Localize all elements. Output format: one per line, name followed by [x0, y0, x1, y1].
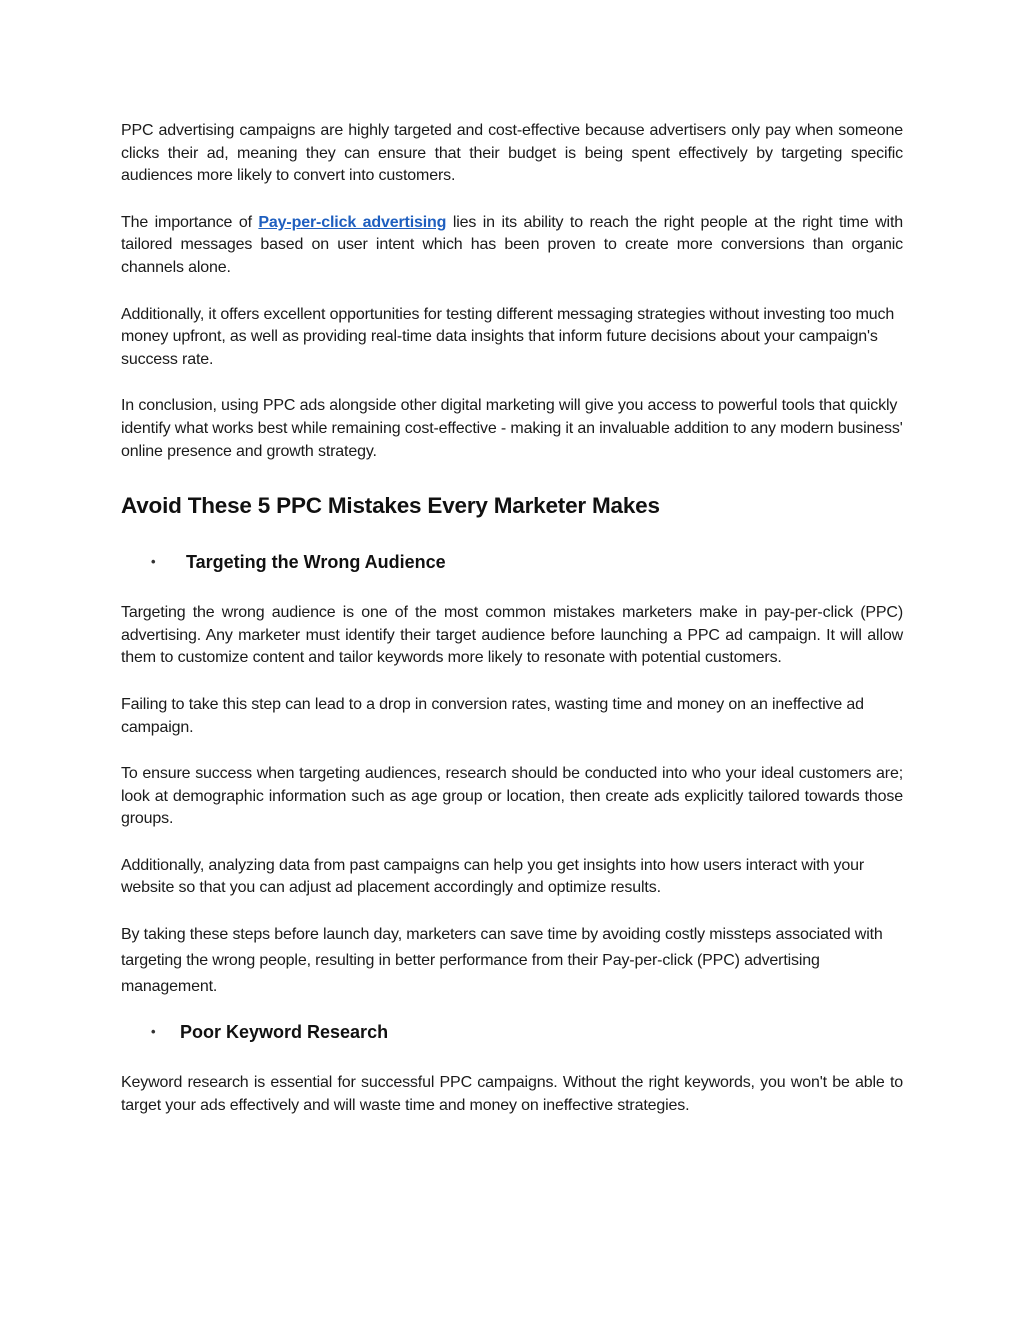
pay-per-click-advertising-link[interactable]: Pay-per-click advertising: [258, 213, 447, 231]
intro-paragraph-1: PPC advertising campaigns are highly targeted and cost-effective because advertisers only pay when someone clicks their ad, meaning they can ensure that their budget is being spent effectively by targeting specific audiences more likely to convert into customers.: [121, 122, 903, 185]
mistake-1-paragraph-1: Targeting the wrong audience is one of the most common mistakes marketers make in pay-per-click (PPC) advertising. Any marketer must identify their target audience before launching a PPC ad campaign. It will allow them to customize content and tailor keywords more likely to resonate with potential customers.: [121, 604, 903, 667]
intro-paragraph-4: In conclusion, using PPC ads alongside other digital marketing will give you access to powerful tools that quickly identify what works best while remaining cost-effective - making it an invaluable addition to any modern business' online presence and growth strategy.: [121, 397, 903, 460]
mistake-1-paragraph-5: By taking these steps before launch day, marketers can save time by avoiding costly missteps associated with targeting the wrong people, resulting in better performance from their Pay-per-click (PPC) advertising management.: [121, 926, 883, 996]
mistake-1-heading: [121, 550, 903, 574]
intro-paragraph-2-rest: lies in its ability to reach the right people at the right time with tailored messages based on user intent which has been proven to create more conversions than organic channels alone.: [121, 213, 903, 276]
section-heading: Avoid These 5 PPC Mistakes Every Marketer Makes: [121, 493, 660, 519]
mistake-1-title: Targeting the Wrong Audience: [186, 552, 446, 573]
bullet-icon: •: [151, 1024, 156, 1040]
intro-paragraph-3: Additionally, it offers excellent opportunities for testing different messaging strategies without investing too much money upfront, as well as providing real-time data insights that inform future decisions about your campaign's success rate.: [121, 305, 895, 368]
mistake-2-paragraph-1: Keyword research is essential for successful PPC campaigns. Without the right keywords, you won't be able to target your ads effectively and will waste time and money on ineffective strategies.: [121, 1074, 903, 1114]
mistake-1-paragraph-4: Additionally, analyzing data from past campaigns can help you get insights into how users interact with your website so that you can adjust ad placement accordingly and optimize results.: [121, 856, 865, 897]
mistake-1-paragraph-3: To ensure success when targeting audiences, research should be conducted into who your ideal customers are; look at demographic information such as age group or location, then create ads explicitly tailored towards those groups.: [121, 765, 903, 828]
mistake-2-heading: [121, 1020, 903, 1044]
bullet-icon: •: [151, 554, 156, 570]
document-page: [121, 120, 903, 1117]
mistake-1-paragraph-2: Failing to take this step can lead to a drop in conversion rates, wasting time and money on an ineffective ad campaign.: [121, 695, 864, 736]
intro-paragraph-2-lead: The importance of: [121, 213, 259, 231]
mistake-2-title: Poor Keyword Research: [180, 1022, 389, 1043]
intro-paragraph-2: [121, 212, 903, 280]
